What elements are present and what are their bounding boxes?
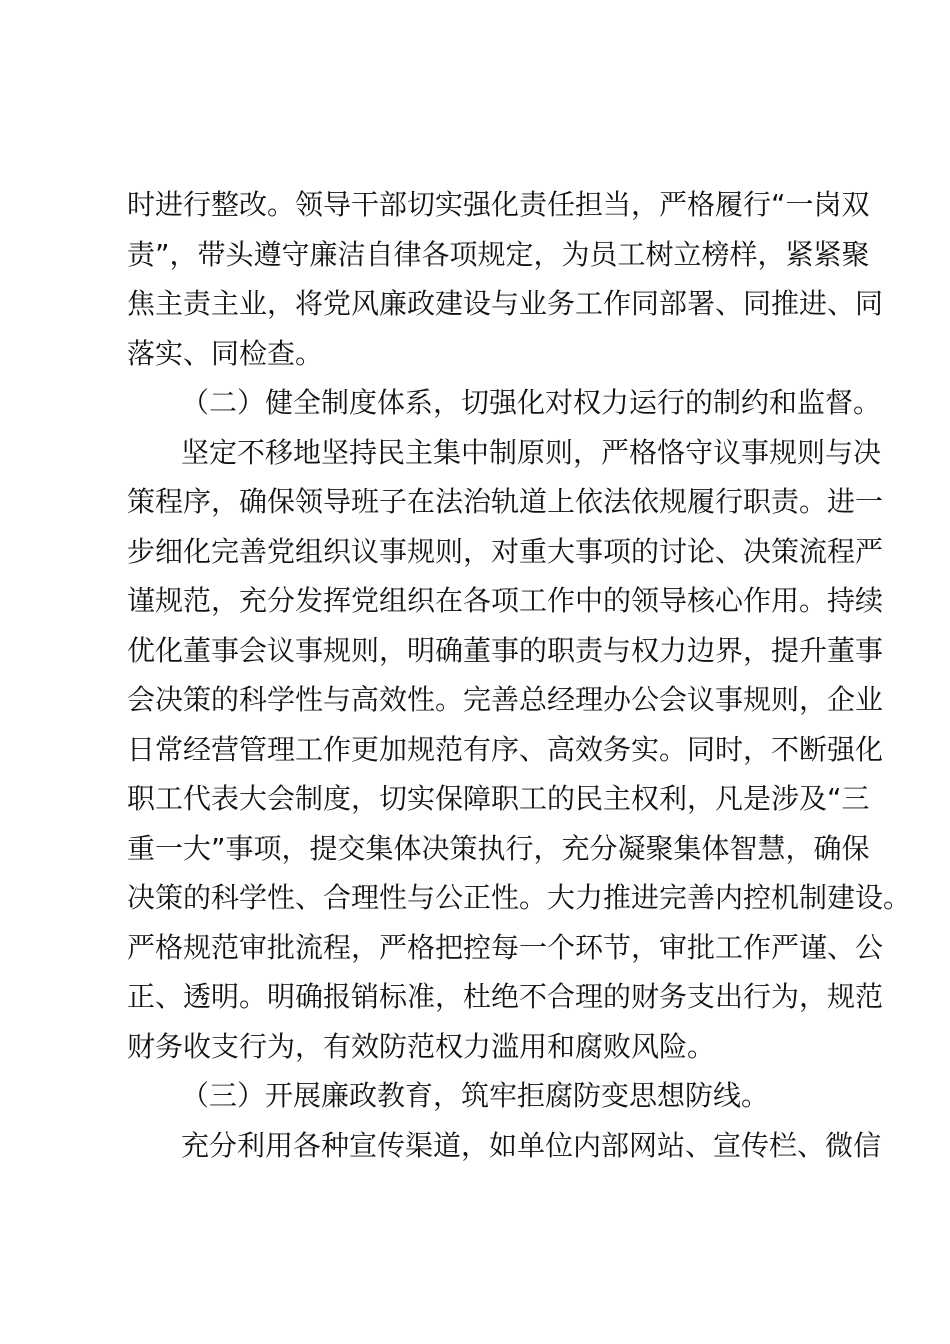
- section-heading-3: （三）开展廉政教育，筑牢拒腐防变思想防线。: [181, 1079, 770, 1112]
- text-line: 决策的科学性、合理性与公正性。大力推进完善内控机制建设。: [127, 881, 912, 914]
- text-line: 焦主责主业，将党风廉政建设与业务工作同部署、同推进、同: [127, 287, 884, 320]
- text-line: 严格规范审批流程，严格把控每一个环节，审批工作严谨、公: [127, 930, 884, 964]
- text-line: 策程序，确保领导班子在法治轨道上依法依规履行职责。进一: [127, 485, 884, 518]
- text-line: 充分利用各种宣传渠道，如单位内部网站、宣传栏、微信: [181, 1128, 882, 1162]
- text-line: 职工代表大会制度，切实保障职工的民主权利，凡是涉及“三: [127, 782, 870, 815]
- text-line: 步细化完善党组织议事规则，对重大事项的讨论、决策流程严: [127, 534, 884, 568]
- text-line: 会决策的科学性与高效性。完善总经理办公会议事规则，企业: [127, 683, 884, 716]
- text-line: 优化董事会议事规则，明确董事的职责与权力边界，提升董事: [127, 633, 884, 667]
- text-line: 谨规范，充分发挥党组织在各项工作中的领导核心作用。持续: [127, 584, 884, 617]
- text-line: 责”，带头遵守廉洁自律各项规定，为员工树立榜样，紧紧聚: [127, 237, 870, 271]
- document-body: [127, 180, 912, 1170]
- text-line: 日常经营管理工作更加规范有序、高效务实。同时，不断强化: [127, 732, 884, 766]
- text-line: 正、透明。明确报销标准，杜绝不合理的财务支出行为，规范: [127, 980, 884, 1013]
- text-line: 重一大”事项，提交集体决策执行，充分凝聚集体智慧，确保: [127, 831, 870, 865]
- section-heading-2: （二）健全制度体系，切强化对权力运行的制约和监督。: [181, 386, 882, 419]
- text-line: 时进行整改。领导干部切实强化责任担当，严格履行“一岗双: [127, 188, 870, 221]
- text-line: 坚定不移地坚持民主集中制原则，严格恪守议事规则与决: [181, 435, 882, 469]
- text-line: 财务收支行为，有效防范权力滥用和腐败风险。: [127, 1029, 716, 1063]
- text-line: 落实、同检查。: [127, 336, 324, 370]
